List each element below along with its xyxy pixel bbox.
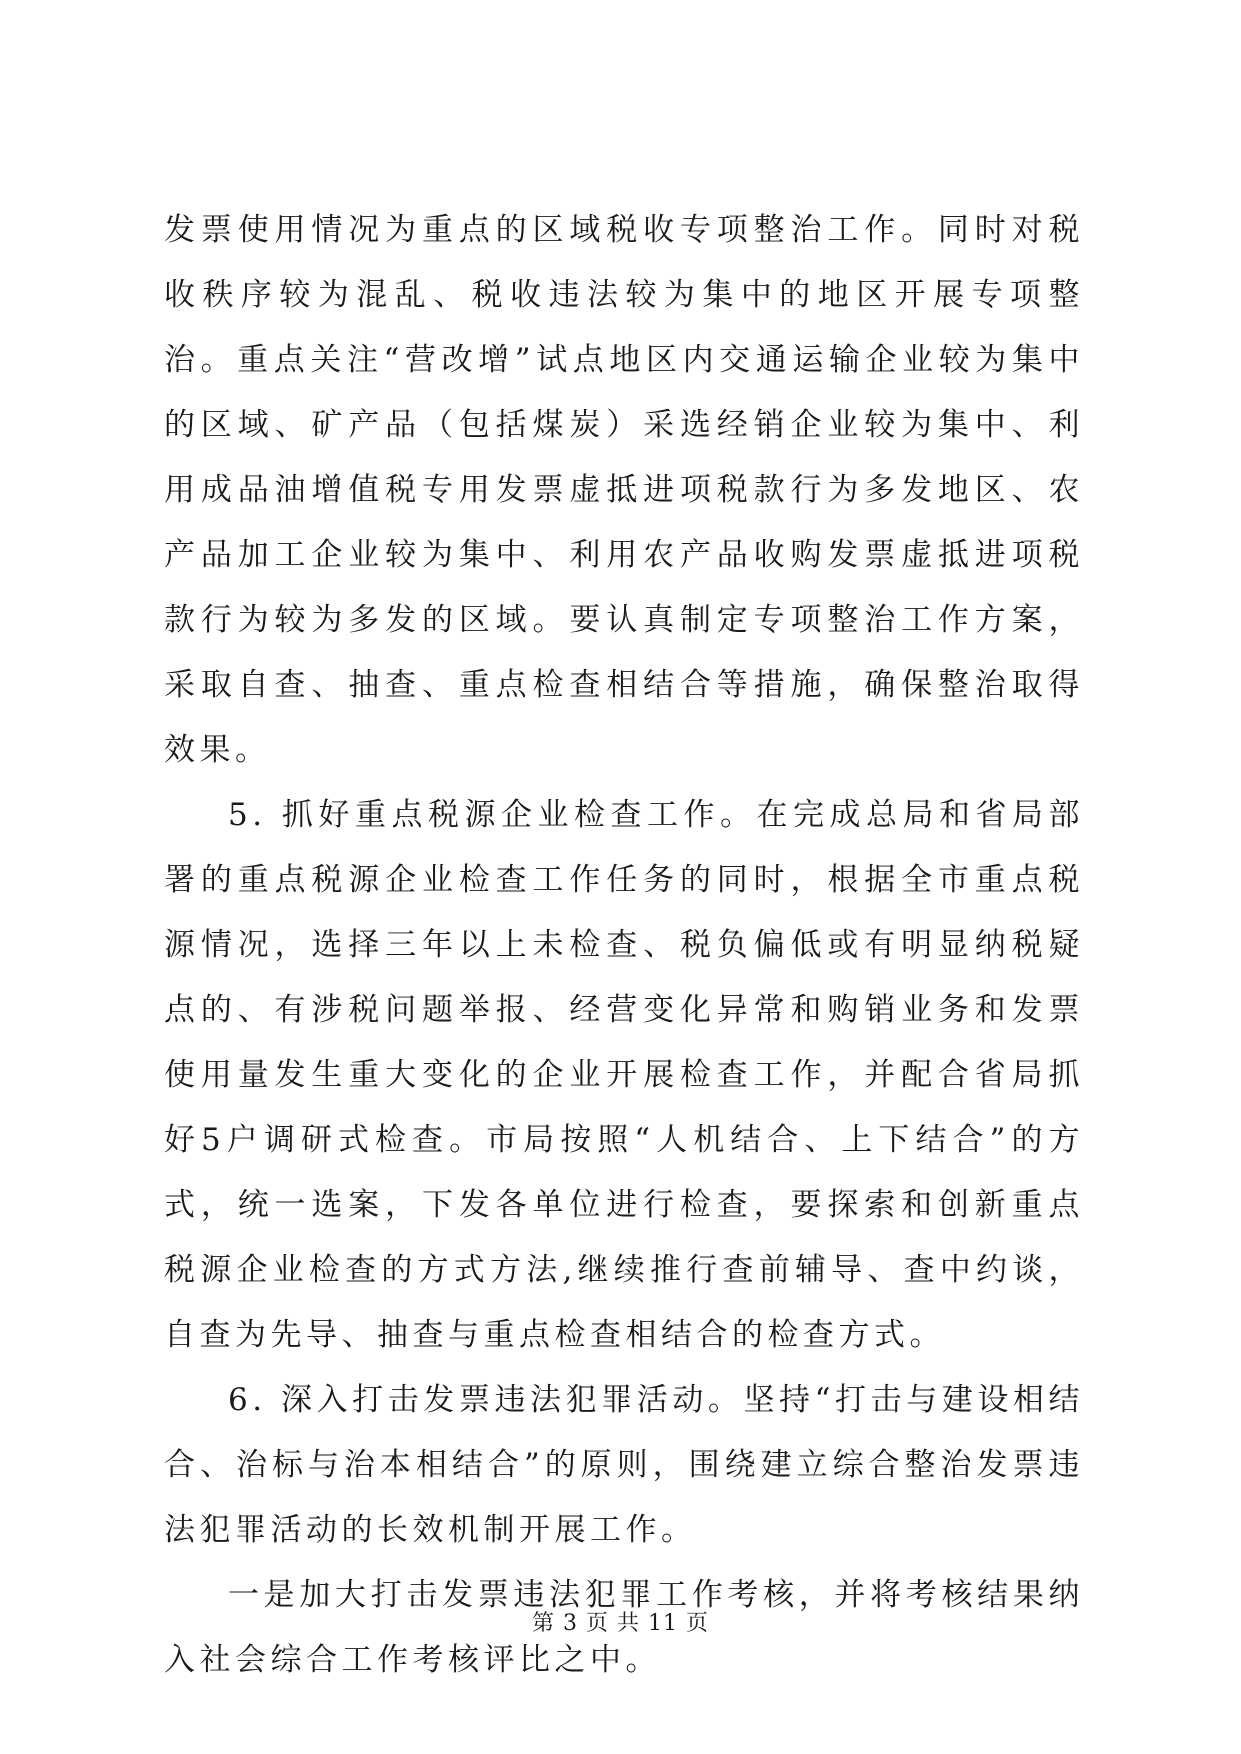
paragraph-sub-item-1: 一是加大打击发票违法犯罪工作考核，并将考核结果纳入社会综合工作考核评比之中。 [164, 1577, 1084, 1678]
page-number-footer: 第 3 页 共 11 页 [532, 1611, 709, 1636]
paragraph-item-5: 5. 抓好重点税源企业检查工作。在完成总局和省局部署的重点税源企业检查工作任务的同时，根据全市重点税源情况，选择三年以上未检查、税负偏低或有明显纳税疑点的、有涉税问题举报、经营变化异常和购销业务和发票使用量发生重大变化的企业开展检查工作，并配合省局抓好5户调研式检查。市局按照“人机结合、上下结合”的方式，统一选案，下发各单位进行检查，要探索和创新重点税源企业检查的方式方法,继续推行查前辅导、查中约谈，自查为先导、抽查与重点检查相结合的检查方式。 [164, 797, 1084, 1353]
paragraph-item-6: 6. 深入打击发票违法犯罪活动。坚持“打击与建设相结合、治标与治本相结合”的原则，围绕建立综合整治发票违法犯罪活动的长效机制开展工作。 [164, 1382, 1084, 1548]
document-body [164, 198, 1084, 1693]
paragraph-continuation: 发票使用情况为重点的区域税收专项整治工作。同时对税收秩序较为混乱、税收违法较为集中的地区开展专项整治。重点关注“营改增”试点地区内交通运输企业较为集中的区域、矿产品（包括煤炭）采选经销企业较为集中、利用成品油增值税专用发票虚抵进项税款行为多发地区、农产品加工企业较为集中、利用农产品收购发票虚抵进项税款行为较为多发的区域。要认真制定专项整治工作方案，采取自查、抽查、重点检查相结合等措施，确保整治取得效果。 [164, 212, 1084, 768]
